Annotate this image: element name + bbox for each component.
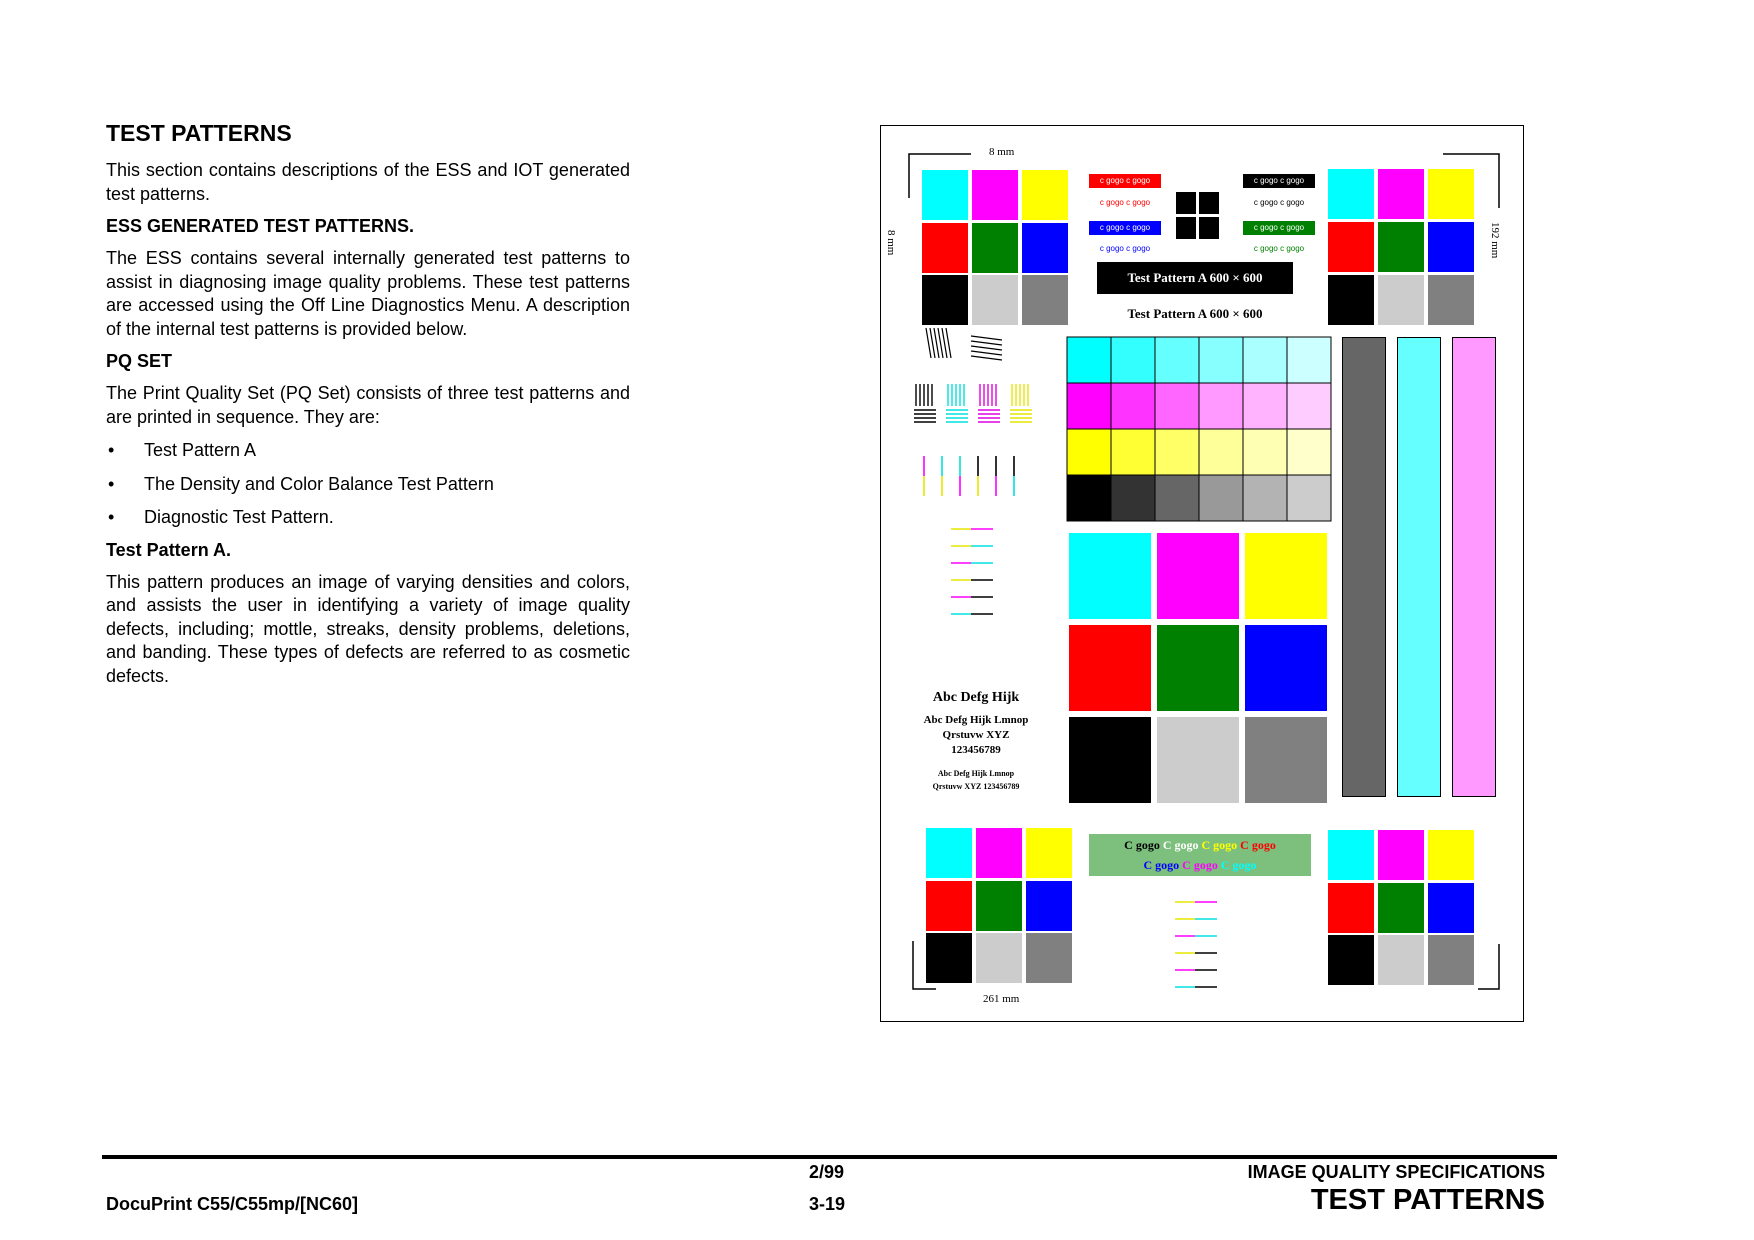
swatch-gray [1428, 935, 1474, 985]
bullet-icon: • [108, 440, 115, 460]
text-sample-red-inverse: c gogo c gogo [1089, 174, 1161, 188]
swatch-red [922, 223, 968, 273]
dimension-label-left: 8 mm [885, 230, 897, 256]
swatch-green [972, 223, 1018, 273]
swatch-cyan [922, 170, 968, 220]
line-pattern-group [906, 326, 1066, 746]
swatch-black [926, 933, 972, 983]
test-pattern-figure [880, 125, 1524, 1022]
large-swatch-red [1069, 625, 1151, 711]
large-swatch-light-gray [1157, 717, 1239, 803]
body-text-column [106, 120, 630, 698]
footer-rule [102, 1155, 1557, 1159]
ess-heading: ESS GENERATED TEST PATTERNS. [106, 216, 415, 236]
list-item: • The Density and Color Balance Test Pattern [106, 473, 630, 497]
swatch-cyan [1328, 169, 1374, 219]
bullet-icon: • [108, 473, 115, 494]
swatch-red [926, 881, 972, 931]
density-step-table [1065, 335, 1337, 525]
font-sample-small: Abc Defg Hijk Lmnop [937, 769, 1015, 778]
registration-square [1176, 192, 1196, 214]
swatch-light-gray [1378, 935, 1424, 985]
swatch-yellow [1428, 830, 1474, 880]
text-sample-green-inverse: c gogo c gogo [1243, 221, 1315, 235]
color-text-band: C gogo C gogo C gogo C gogo C gogo C gogo C gogo [1089, 834, 1311, 876]
swatch-blue [1428, 222, 1474, 272]
bullet-icon: • [108, 507, 115, 527]
vertical-bar-cyan [1397, 337, 1441, 797]
footer-product: DocuPrint C55/C55mp/[NC60] [106, 1194, 359, 1214]
swatch-yellow [1026, 828, 1072, 878]
swatch-red [1328, 222, 1374, 272]
footer-section: IMAGE QUALITY SPECIFICATIONS [1247, 1162, 1545, 1182]
swatch-black [1328, 275, 1374, 325]
pq-set-list [106, 439, 630, 530]
font-sample-small: Qrstuvw XYZ 123456789 [932, 782, 1020, 791]
large-swatch-magenta [1157, 533, 1239, 619]
large-swatch-yellow [1245, 533, 1327, 619]
text-sample-blue-inverse: c gogo c gogo [1089, 221, 1161, 235]
large-swatch-cyan [1069, 533, 1151, 619]
swatch-black [1328, 935, 1374, 985]
text-sample-blue: c gogo c gogo [1099, 244, 1151, 253]
page-heading: TEST PATTERNS [106, 120, 292, 146]
swatch-light-gray [972, 275, 1018, 325]
vertical-bar-magenta [1452, 337, 1496, 797]
swatch-green [1378, 222, 1424, 272]
pq-set-paragraph: The Print Quality Set (PQ Set) consists of three test patterns and are printed in sequence. They are: [106, 383, 630, 427]
registration-square [1199, 217, 1219, 239]
swatch-magenta [1378, 830, 1424, 880]
swatch-yellow [1022, 170, 1068, 220]
intro-paragraph: This section contains descriptions of the ESS and IOT generated test patterns. [106, 160, 630, 204]
swatch-green [976, 881, 1022, 931]
ess-paragraph: The ESS contains several internally generated test patterns to assist in diagnosing image quality problems. These test patterns are accessed using the Off Line Diagnostics Menu. A description of the internal test patterns is provided below. [106, 248, 630, 339]
large-swatch-gray [1245, 717, 1327, 803]
large-swatch-black [1069, 717, 1151, 803]
text-sample-black: c gogo c gogo [1253, 198, 1305, 207]
vertical-bar-gray [1342, 337, 1386, 797]
font-sample-medium: 123456789 [951, 744, 1001, 756]
swatch-gray [1428, 275, 1474, 325]
list-item: • Diagnostic Test Pattern. [106, 506, 630, 530]
footer-title: TEST PATTERNS [1310, 1184, 1545, 1216]
swatch-gray [1022, 275, 1068, 325]
swatch-cyan [1328, 830, 1374, 880]
registration-square [1176, 217, 1196, 239]
swatch-light-gray [1378, 275, 1424, 325]
font-sample-large: Abc Defg Hijk [932, 690, 1020, 705]
large-swatch-green [1157, 625, 1239, 711]
crop-mark-bottom-right [1478, 944, 1499, 989]
swatch-gray [1026, 933, 1072, 983]
swatch-magenta [976, 828, 1022, 878]
swatch-blue [1026, 881, 1072, 931]
swatch-magenta [972, 170, 1018, 220]
font-sample-medium: Abc Defg Hijk Lmnop [923, 714, 1029, 726]
test-pattern-a-paragraph: This pattern produces an image of varying densities and colors, and assists the user in identifying a variety of image quality defects, including; mottle, streaks, density problems, deletions, and banding. These types of defects are referred to as cosmetic defects. [106, 571, 630, 686]
dimension-label-right: 192 mm [1489, 222, 1501, 259]
large-swatch-blue [1245, 625, 1327, 711]
font-sample-medium: Qrstuvw XYZ [942, 729, 1010, 741]
dimension-label-top: 8 mm [989, 146, 1015, 158]
text-sample-red: c gogo c gogo [1099, 198, 1151, 207]
footer-date: 2/99 [809, 1162, 845, 1182]
swatch-light-gray [976, 933, 1022, 983]
swatch-green [1378, 883, 1424, 933]
footer-page-number: 3-19 [809, 1194, 846, 1214]
text-sample-black-inverse: c gogo c gogo [1243, 174, 1315, 188]
dimension-label-bottom: 261 mm [983, 993, 1020, 1005]
list-item: • Test Pattern A [106, 439, 630, 463]
swatch-magenta [1378, 169, 1424, 219]
test-pattern-a-heading: Test Pattern A. [106, 539, 232, 560]
title-inverse: Test Pattern A 600 × 600 [1097, 262, 1293, 294]
title-plain: Test Pattern A 600 × 600 [1127, 306, 1263, 321]
swatch-cyan [926, 828, 972, 878]
swatch-red [1328, 883, 1374, 933]
swatch-blue [1428, 883, 1474, 933]
registration-square [1199, 192, 1219, 214]
swatch-yellow [1428, 169, 1474, 219]
text-sample-green: c gogo c gogo [1253, 244, 1305, 253]
line-pair-group [1173, 896, 1223, 1006]
pq-set-heading: PQ SET [106, 351, 173, 371]
swatch-black [922, 275, 968, 325]
swatch-blue [1022, 223, 1068, 273]
